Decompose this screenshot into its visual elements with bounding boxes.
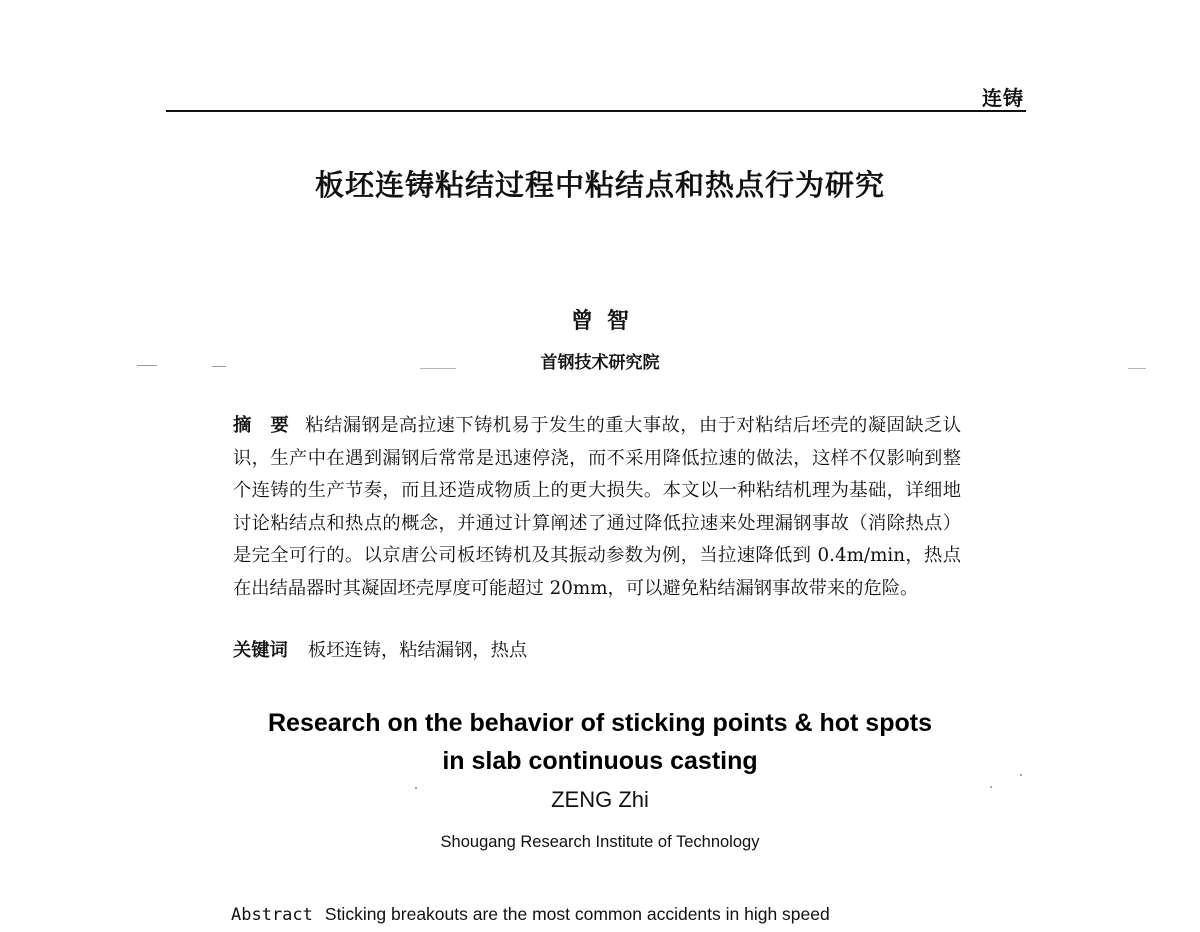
chinese-abstract-label: 摘 要	[233, 415, 290, 436]
scan-speck	[1128, 368, 1146, 369]
english-title-line-2: in slab continuous casting	[442, 747, 758, 775]
english-abstract-label: Abstract	[231, 905, 313, 925]
english-affiliation: Shougang Research Institute of Technology	[440, 833, 760, 851]
scan-speck	[212, 366, 226, 367]
chinese-author: 曾智	[570, 308, 643, 334]
english-abstract	[231, 900, 971, 929]
scan-speck	[137, 365, 157, 366]
header-rule	[166, 110, 1026, 112]
chinese-abstract-text: 粘结漏钢是高拉速下铸机易于发生的重大事故，由于对粘结后坯壳的凝固缺乏认识，生产中在遇到漏钢后常常是迅速停浇，而不采用降低拉速的做法，这样不仅影响到整个连铸的生产节奏，而且还造成物质上的更大损失。本文以一种粘结机理为基础，详细地讨论粘结点和热点的概念，并通过计算阐述了通过降低拉速来处理漏钢事故（消除热点）是完全可行的。以京唐公司板坯铸机及其振动参数为例，当拉速降低到 0.4m/min，热点在出结晶器时其凝固坯壳厚度可能超过 20mm，可以避免粘结漏钢事故带来的危险。	[233, 415, 962, 599]
chinese-abstract	[233, 410, 961, 605]
running-header-section: 连铸	[982, 86, 1024, 110]
english-author: ZENG Zhi	[551, 787, 649, 812]
scan-speck	[990, 786, 992, 788]
chinese-keywords-text: 板坯连铸，粘结漏钢，热点	[307, 640, 528, 661]
scan-speck	[1020, 774, 1022, 776]
scan-speck	[420, 368, 456, 369]
chinese-keywords	[233, 637, 961, 665]
chinese-title: 板坯连铸粘结过程中粘结点和热点行为研究	[314, 168, 885, 202]
english-abstract-text: Sticking breakouts are the most common accidents in high speed	[324, 904, 830, 924]
chinese-affiliation: 首钢技术研究院	[540, 353, 660, 373]
scan-speck	[415, 787, 417, 789]
chinese-keywords-label: 关键词	[233, 640, 288, 661]
english-title-line-1: Research on the behavior of sticking points & hot spots	[268, 709, 932, 737]
english-title	[0, 704, 1200, 780]
